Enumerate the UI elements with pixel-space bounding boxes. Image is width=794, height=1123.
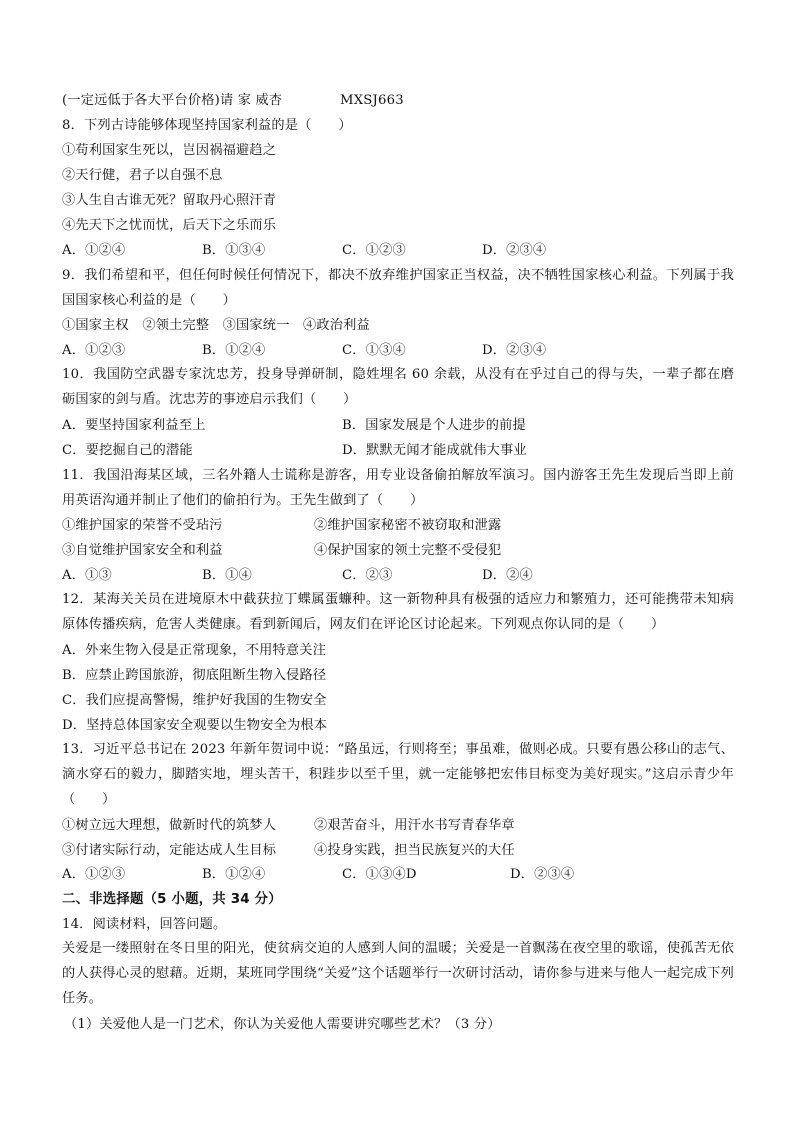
question-11-option-b: B．①④ bbox=[202, 568, 253, 583]
question-12-option-d: D．坚持总体国家安全观要以生物安全为根本 bbox=[62, 718, 328, 733]
question-13-option-c: C．①③④D bbox=[342, 867, 417, 882]
question-11-option-d: D．②④ bbox=[482, 568, 533, 583]
question-9-option-a: A．①②③ bbox=[62, 343, 126, 358]
question-10-option-a: A．要坚持国家利益至上 bbox=[62, 418, 206, 433]
question-13-option-a: A．①②③ bbox=[62, 867, 126, 882]
question-10-option-b: B．国家发展是个人进步的前提 bbox=[342, 418, 526, 433]
question-13-stem: 13．习近平总书记在 2023 年新年贺词中说：“路虽远，行则将至；事虽难，做则必成。只要有愚公移山的志气、滴水穿石的毅力，脚踏实地，埋头苦干，积跬步以至千里，就一定能够把宏伟目标变为美好现实。”这启示青少年（ ） bbox=[62, 742, 734, 807]
question-14-material: 关爱是一缕照射在冬日里的阳光，使贫病交迫的人感到人间的温暖；关爱是一首飘荡在夜空里的歌谣，使孤苦无依的人获得心灵的慰藉。近期，某班同学围绕“关爱”这个话题举行一次研讨活动，请你参与进来与他人一起完成下列任务。 bbox=[62, 941, 734, 1006]
header-note bbox=[62, 92, 282, 110]
question-13-option-b: B．①②④ bbox=[202, 867, 266, 882]
question-13-item-3: ③付诸实际行动，定能达成人生目标 bbox=[62, 843, 277, 858]
question-12-stem: 12．某海关关员在进境原木中截获拉丁蝶属蛋蠊种。这一新物种具有极强的适应力和繁殖力，还可能携带未知病原体传播疾病，危害人类健康。看到新闻后，网友们在评论区讨论起来。下列观点你认同的是（ ） bbox=[62, 592, 734, 632]
question-8-stem: 8．下列古诗能够体现坚持国家利益的是（ ） bbox=[62, 118, 352, 133]
question-11-item-1: ①维护国家的荣誉不受玷污 bbox=[62, 518, 223, 533]
question-12-option-b: B．应禁止跨国旅游，彻底阻断生物入侵路径 bbox=[62, 668, 327, 683]
question-8-option-b: B．①③④ bbox=[202, 243, 266, 258]
question-10-option-c: C．要挖掘自己的潜能 bbox=[62, 443, 193, 458]
question-14-sub-1: （1）关爱他人是一门艺术，你认为关爱他人需要讲究哪些艺术？（3 分） bbox=[64, 1017, 501, 1032]
question-9-option-d: D．②③④ bbox=[482, 343, 547, 358]
question-10-option-d: D．默默无闻才能成就伟大事业 bbox=[342, 443, 527, 458]
question-9-option-c: C．①③④ bbox=[342, 343, 406, 358]
question-13-option-d: D．②③④ bbox=[510, 867, 575, 882]
question-8-item-4: ④先天下之忧而忧，后天下之乐而乐 bbox=[62, 218, 277, 233]
question-13-item-4: ④投身实践，担当民族复兴的大任 bbox=[314, 843, 515, 858]
question-8-option-d: D．②③④ bbox=[482, 243, 547, 258]
question-8-item-3: ③人生自古谁无死？留取丹心照汗青 bbox=[62, 193, 277, 208]
question-11-option-a: A．①③ bbox=[62, 568, 112, 583]
header-code: MXSJ663 bbox=[340, 93, 404, 108]
question-9-items: ①国家主权 ②领土完整 ③国家统一 ④政治利益 bbox=[62, 318, 370, 333]
question-8-item-1: ①苟利国家生死以，岂因祸福避趋之 bbox=[62, 143, 277, 158]
question-8-option-a: A．①②④ bbox=[62, 243, 126, 258]
question-14-stem: 14．阅读材料，回答问题。 bbox=[62, 917, 227, 932]
question-8-item-2: ②天行健，君子以自强不息 bbox=[62, 168, 223, 183]
question-11-item-3: ③自觉维护国家安全和利益 bbox=[62, 543, 223, 558]
question-8-option-c: C．①②③ bbox=[342, 243, 406, 258]
question-10-stem: 10．我国防空武器专家沈忠芳，投身导弹研制，隐姓埋名 60 余载，从没有在乎过自己的得与失，一辈子都在磨砺国家的剑与盾。沈忠芳的事迹启示我们（ ） bbox=[62, 367, 734, 407]
question-12-option-a: A．外来生物入侵是正常现象，不用特意关注 bbox=[62, 643, 327, 658]
question-11-stem: 11．我国沿海某区域，三名外籍人士谎称是游客，用专业设备偷拍解放军演习。国内游客王先生发现后当即上前用英语沟通并制止了他们的偷拍行为。王先生做到了（ ） bbox=[62, 468, 734, 508]
question-9-option-b: B．①②④ bbox=[202, 343, 266, 358]
question-13-item-1: ①树立远大理想，做新时代的筑梦人 bbox=[62, 818, 277, 833]
question-11-option-c: C．②③ bbox=[342, 568, 393, 583]
question-12-option-c: C．我们应提高警惕，维护好我国的生物安全 bbox=[62, 693, 327, 708]
question-11-item-4: ④保护国家的领土完整不受侵犯 bbox=[314, 543, 502, 558]
question-9-stem: 9．我们希望和平，但任何时候任何情况下，都决不放弃维护国家正当权益，决不牺牲国家核心利益。下列属于我国国家核心利益的是（ ） bbox=[62, 268, 734, 308]
question-13-item-2: ②艰苦奋斗，用汗水书写青春华章 bbox=[314, 818, 515, 833]
question-11-item-2: ②维护国家秘密不被窃取和泄露 bbox=[314, 518, 502, 533]
header-note-text: (一定远低于各大平台价格)请 家 威杏 bbox=[62, 93, 283, 108]
section-2-title: 二、非选择题（5 小题，共 34 分） bbox=[62, 892, 282, 907]
